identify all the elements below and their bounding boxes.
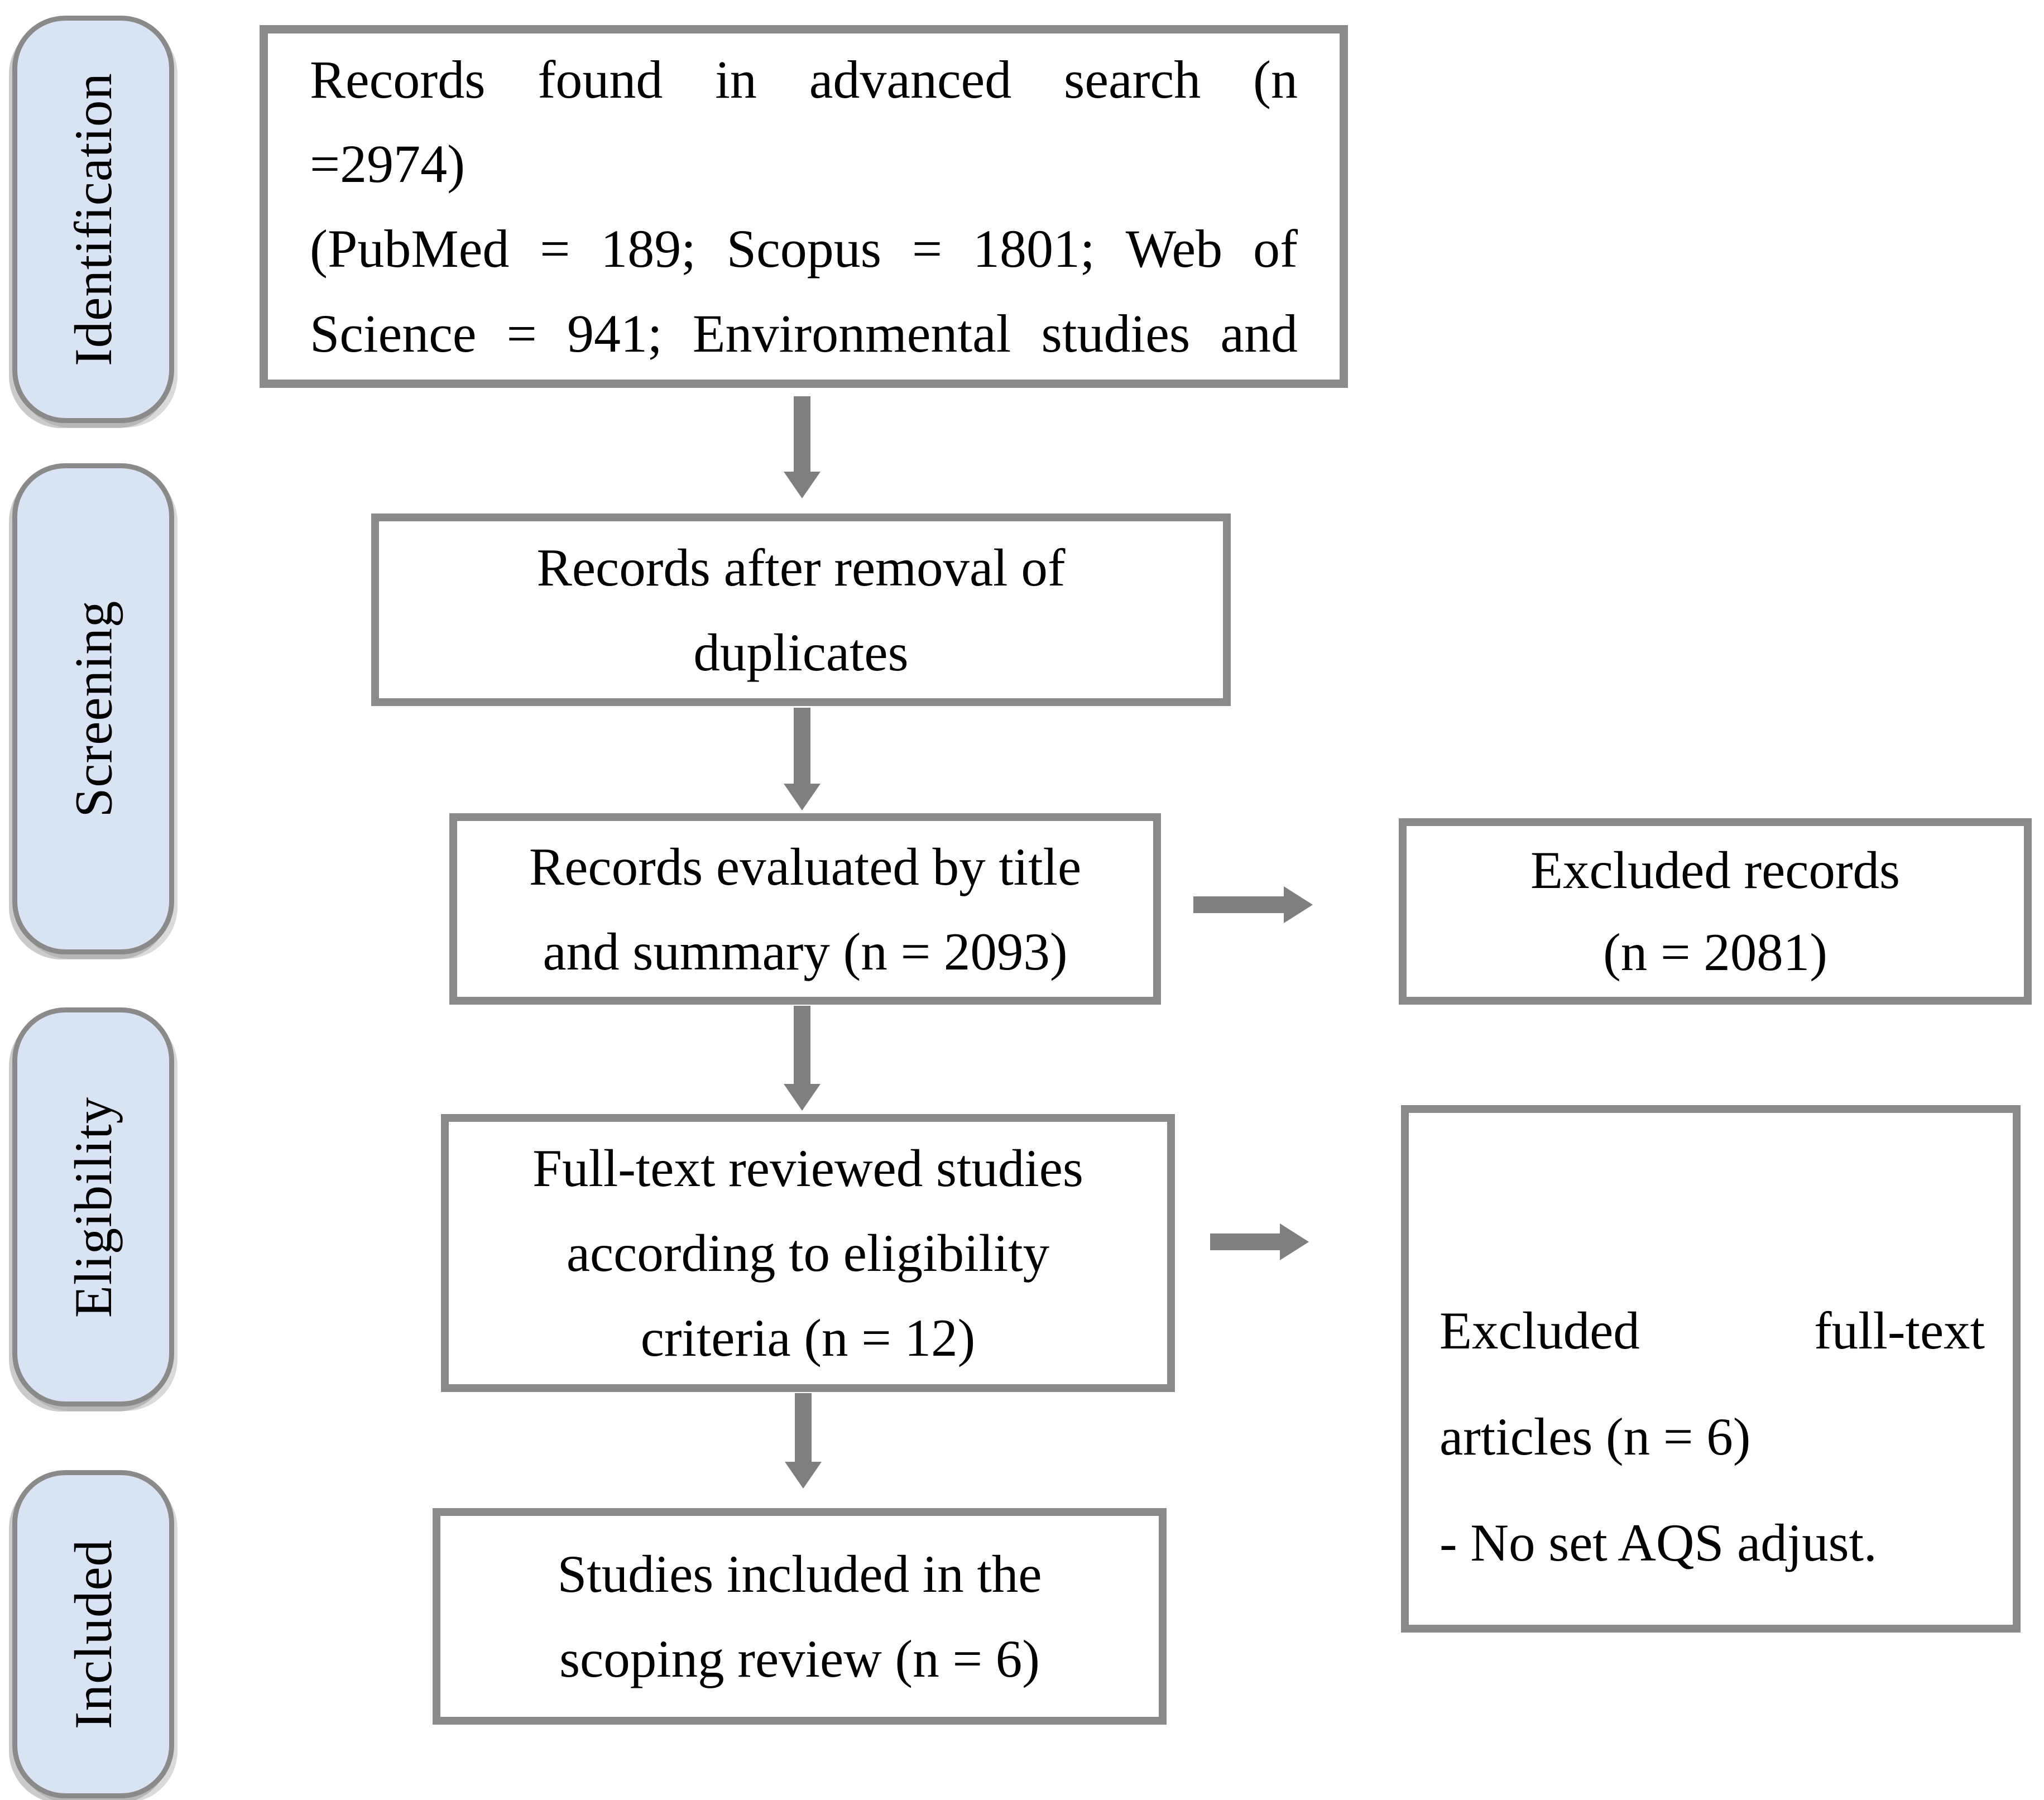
box-included-studies <box>433 1508 1167 1725</box>
arrow-stem <box>794 396 810 472</box>
after-duplicates-line2: duplicates <box>693 622 909 682</box>
arrow-head-down-icon <box>785 1462 822 1489</box>
evaluated-line1: Records evaluated by title <box>529 837 1082 896</box>
box-fulltext-reviewed <box>441 1114 1175 1392</box>
stage-screening <box>12 463 174 954</box>
fulltext-line2: according to eligibility <box>566 1223 1050 1283</box>
arrow-right-to-excluded-records <box>1193 886 1313 923</box>
arrow-stem <box>795 1393 812 1462</box>
excluded-records-line2: (n = 2081) <box>1603 923 1827 982</box>
arrow-down-evaluated-to-fulltext <box>784 1006 821 1111</box>
stage-identification-label: Identification <box>64 73 123 366</box>
records-found-line2: =2974) <box>310 134 466 194</box>
stage-screening-label: Screening <box>64 600 123 818</box>
arrow-right-to-excluded-fulltext <box>1210 1223 1309 1260</box>
records-found-line1: Records found in advanced search (n <box>310 49 1298 109</box>
box-evaluated-title-summary <box>449 813 1161 1005</box>
excluded-fulltext-line2: articles (n = 6) <box>1440 1407 1751 1466</box>
excluded-fulltext-line1: Excluded full-text <box>1440 1301 1985 1360</box>
arrow-down-identification-to-duplicates <box>784 396 821 498</box>
box-records-found <box>260 25 1348 388</box>
arrow-head-down-icon <box>784 784 821 810</box>
evaluated-line2: and summary (n = 2093) <box>543 921 1068 981</box>
box-excluded-records <box>1399 818 2032 1005</box>
arrow-head-right-icon <box>1284 886 1313 923</box>
arrow-head-down-icon <box>784 472 821 498</box>
stage-included-label: Included <box>64 1539 123 1730</box>
stage-eligibility-label: Eligibility <box>64 1096 123 1318</box>
arrow-down-fulltext-to-included <box>785 1393 822 1489</box>
fulltext-line3: criteria (n = 12) <box>640 1308 976 1367</box>
arrow-head-down-icon <box>784 1084 821 1111</box>
box-after-duplicates <box>371 513 1231 706</box>
records-found-line3: (PubMed = 189; Scopus = 1801; Web of <box>310 219 1298 279</box>
records-found-line4: Science = 941; Environmental studies and <box>310 303 1298 363</box>
stage-included <box>12 1470 174 1798</box>
arrow-head-right-icon <box>1280 1223 1309 1260</box>
arrow-stem <box>1210 1233 1280 1250</box>
excluded-fulltext-line3: - No set AQS adjust. <box>1440 1513 1877 1572</box>
after-duplicates-line1: Records after removal of <box>536 537 1066 597</box>
stage-eligibility <box>12 1007 174 1407</box>
included-studies-line1: Studies included in the <box>557 1544 1042 1604</box>
arrow-stem <box>1193 896 1284 913</box>
arrow-down-duplicates-to-evaluated <box>784 708 821 810</box>
box-excluded-fulltext <box>1401 1105 2021 1633</box>
arrow-stem <box>794 1006 810 1084</box>
included-studies-line2: scoping review (n = 6) <box>559 1629 1040 1688</box>
excluded-records-line1: Excluded records <box>1530 840 1901 900</box>
arrow-stem <box>794 708 810 784</box>
fulltext-line1: Full-text reviewed studies <box>532 1139 1083 1198</box>
stage-identification <box>12 16 174 423</box>
